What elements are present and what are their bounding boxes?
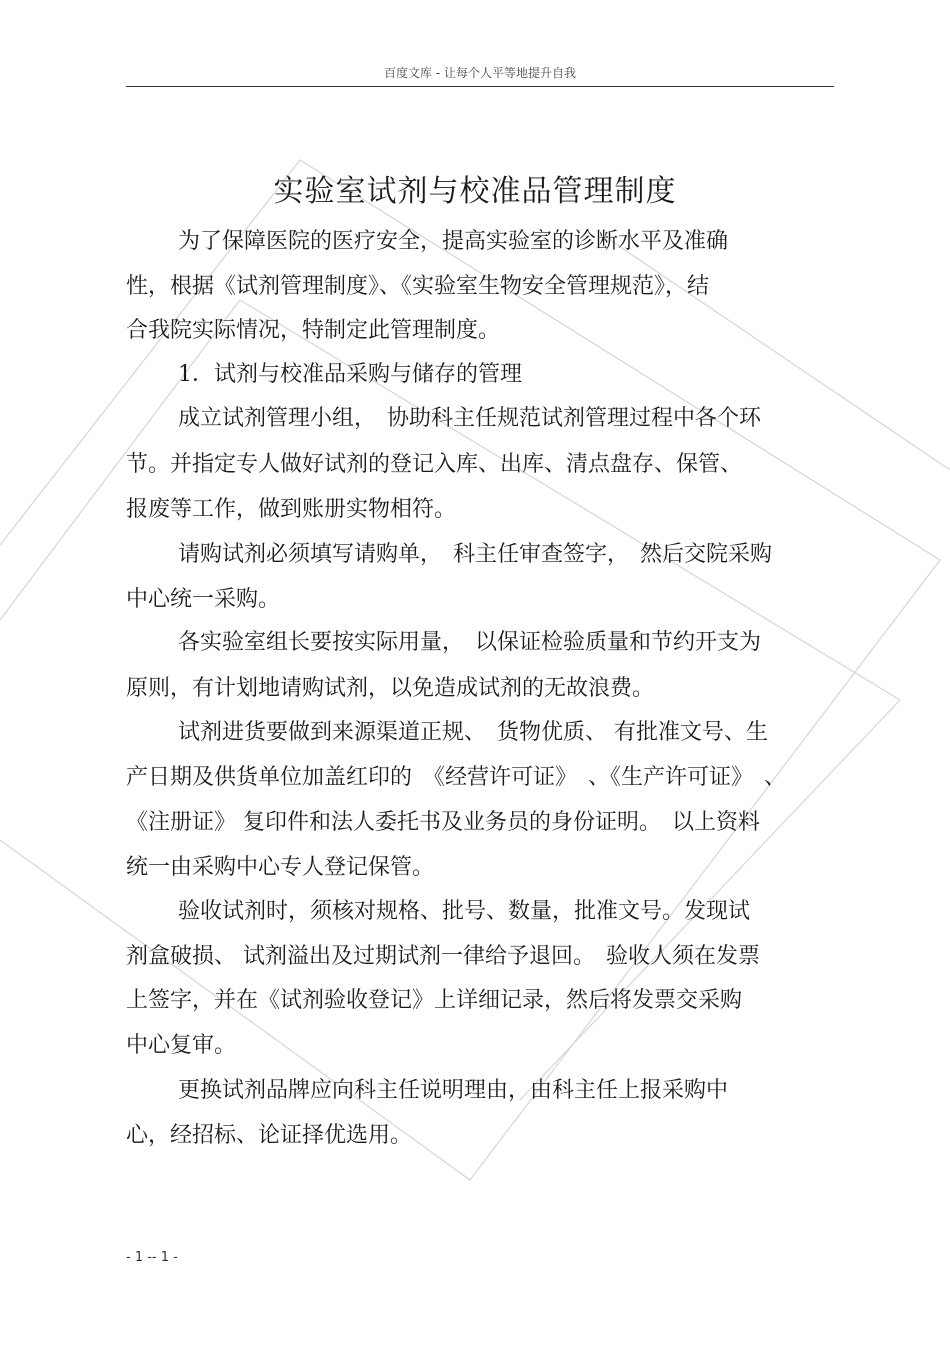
- paragraph-line: 《注册证》 复印件和法人委托书及业务员的身份证明。 以上资料: [126, 810, 760, 835]
- paragraph-line: 剂盒破损、 试剂溢出及过期试剂一律给予退回。 验收人须在发票: [126, 944, 760, 969]
- paragraph-line: 报废等工作，做到账册实物相符。: [126, 497, 457, 522]
- paragraph-line: 为了保障医院的医疗安全，提高实验室的诊断水平及准确: [178, 229, 729, 254]
- paragraph-line: 节。并指定专人做好试剂的登记入库、出库、清点盘存、保管、: [126, 452, 743, 477]
- header-text: 百度文库 - 让每个人平等地提升自我: [384, 66, 576, 80]
- section-heading: 1．试剂与校准品采购与储存的管理: [178, 362, 522, 387]
- paragraph-line: 产日期及供货单位加盖红印的 《经营许可证》 、《生产许可证》 、: [126, 765, 787, 790]
- paragraph-line: 中心统一采购。: [126, 587, 281, 612]
- paragraph-line: 统一由采购中心专人登记保管。: [126, 855, 435, 880]
- paragraph-line: 请购试剂必须填写请购单， 科主任审查签字， 然后交院采购: [178, 542, 773, 567]
- paragraph-line: 成立试剂管理小组， 协助科主任规范试剂管理过程中各个环: [178, 406, 762, 431]
- paragraph-line: 性，根据《试剂管理制度》、《实验室生物安全管理规范》，结: [126, 274, 710, 299]
- paragraph-line: 心，经招标、论证择优选用。: [126, 1123, 413, 1148]
- page-number: - 1 -- 1 -: [126, 1250, 178, 1265]
- paragraph-line: 试剂进货要做到来源渠道正规、 货物优质、 有批准文号、生: [178, 720, 768, 745]
- paragraph-line: 更换试剂品牌应向科主任说明理由，由科主任上报采购中: [178, 1078, 729, 1103]
- paragraph-line: 上签字，并在《试剂验收登记》上详细记录，然后将发票交采购: [126, 988, 743, 1013]
- page-header: [126, 64, 834, 87]
- paragraph-line: 验收试剂时，须核对规格、批号、数量，批准文号。发现试: [178, 899, 751, 924]
- paragraph-line: 各实验室组长要按实际用量， 以保证检验质量和节约开支为: [178, 630, 762, 655]
- paragraph-line: 合我院实际情况，特制定此管理制度。: [126, 318, 501, 343]
- document-title: 实验室试剂与校准品管理制度: [273, 174, 677, 209]
- paragraph-line: 原则，有计划地请购试剂，以免造成试剂的无故浪费。: [126, 676, 655, 701]
- paragraph-line: 中心复审。: [126, 1033, 237, 1058]
